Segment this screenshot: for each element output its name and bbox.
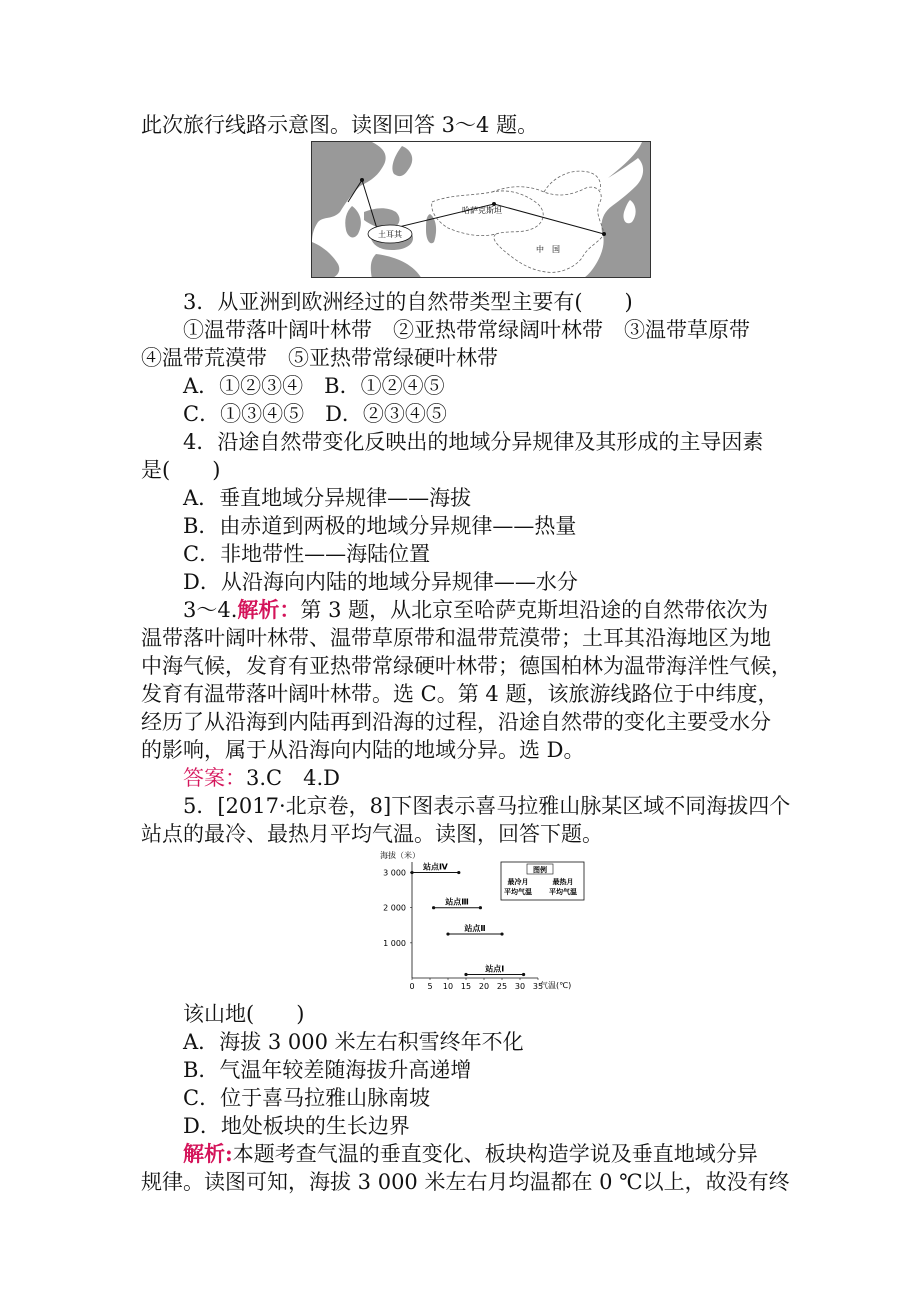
- x-tick-label: 15: [460, 982, 472, 991]
- q5-sub: 该山地( ): [183, 1002, 305, 1026]
- station-label: 站点Ⅰ: [485, 964, 505, 974]
- x-tick-label: 35: [532, 982, 544, 991]
- answer34: [183, 764, 340, 792]
- q5-option-a: A．海拔 3 000 米左右积雪终年不化: [183, 1030, 524, 1054]
- analysis34-line5: 经历了从沿海到内陆再到沿海的过程，沿途自然带的变化主要受水分: [141, 710, 771, 734]
- legend-hot-1: 最热月: [552, 878, 574, 886]
- x-tick-label: 10: [442, 982, 454, 991]
- q3-options-line1: ①温带落叶阔叶林带 ②亚热带常绿阔叶林带 ③温带草原带: [183, 318, 750, 342]
- hottest-point: [457, 871, 460, 874]
- analysis34-line6: 的影响，属于从沿海向内陆的地域分异。选 D。: [141, 738, 585, 762]
- q5-stem-2: 站点的最冷、最热月平均气温。读图，回答下题。: [141, 822, 603, 846]
- q4-option-a: A．垂直地域分异规律——海拔: [183, 486, 472, 510]
- x-tick-label: 0: [409, 982, 415, 991]
- station-label: 站点Ⅳ: [423, 862, 448, 872]
- q4-option-c: C．非地带性——海陆位置: [183, 542, 431, 566]
- q3-choices-ab: A．①②③④ B．①②④⑤: [183, 374, 445, 398]
- q4-stem-2: 是( ): [141, 458, 221, 482]
- analysis34-text1: 第 3 题，从北京至哈萨克斯坦沿途的自然带依次为: [300, 598, 769, 622]
- q5-option-b: B．气温年较差随海拔升高递增: [183, 1058, 472, 1082]
- answer34-value: 3.C 4.D: [246, 766, 340, 790]
- analysis34-line4: 发育有温带落叶阔叶林带。选 C。第 4 题，该旅游线路位于中纬度，: [141, 682, 779, 706]
- q3-options-line2: ④温带荒漠带 ⑤亚热带常绿硬叶林带: [141, 346, 498, 370]
- q4-option-d: D．从沿海向内陆的地域分异规律——水分: [183, 570, 578, 594]
- map-label-kazakhstan: 哈萨克斯坦: [462, 206, 502, 215]
- q3-stem: 3．从亚洲到欧洲经过的自然带类型主要有( ): [183, 290, 633, 314]
- x-tick-label: 20: [478, 982, 490, 991]
- y-tick-label: 3 000: [383, 868, 406, 878]
- q3-choices-cd: C．①③④⑤ D．②③④⑤: [183, 402, 447, 426]
- analysis5-text1: 本题考查气温的垂直变化、板块构造学说及垂直地域分异: [232, 1142, 758, 1166]
- map-label-turkey: 土耳其: [378, 230, 402, 239]
- coldest-point: [410, 871, 413, 874]
- x-tick-label: 5: [427, 982, 433, 991]
- coldest-point: [432, 906, 435, 909]
- y-tick-label: 1 000: [383, 938, 406, 948]
- analysis34-line1: [183, 596, 768, 624]
- q5-stem-1: 5．[2017·北京卷，8]下图表示喜马拉雅山脉某区域不同海拔四个: [183, 794, 791, 818]
- station-label: 站点Ⅲ: [445, 897, 469, 907]
- chart-xlabel: 气温(℃): [540, 981, 572, 990]
- hottest-point: [479, 906, 482, 909]
- legend-cold-2: 平均气温: [504, 888, 532, 896]
- travel-route-map: [311, 141, 651, 278]
- altitude-temperature-chart: [372, 848, 592, 998]
- q4-stem-1: 4．沿途自然带变化反映出的地域分异规律及其形成的主导因素: [183, 430, 764, 454]
- analysis34-line3: 中海气候，发育有亚热带常绿硬叶林带；德国柏林为温带海洋性气候，: [141, 654, 792, 678]
- analysis34-prefix: 3～4.: [183, 598, 238, 622]
- coldest-point: [464, 973, 467, 976]
- legend-cold-1: 最冷月: [507, 878, 529, 886]
- y-tick-label: 2 000: [383, 903, 406, 913]
- q5-option-c: C．位于喜马拉雅山脉南坡: [183, 1086, 431, 1110]
- x-tick-label: 30: [514, 982, 526, 991]
- legend-hot-2: 平均气温: [549, 888, 577, 896]
- analysis5-line2: 规律。读图可知，海拔 3 000 米左右月均温都在 0 ℃以上，故没有终: [141, 1170, 790, 1194]
- intro-text: 此次旅行线路示意图。读图回答 3～4 题。: [141, 113, 539, 137]
- analysis34-line2: 温带落叶阔叶林带、温带草原带和温带荒漠带；土耳其沿海地区为地: [141, 626, 771, 650]
- legend-title: 图例: [533, 866, 547, 874]
- station-label: 站点Ⅱ: [464, 924, 486, 934]
- analysis34-label: 解析：: [237, 597, 301, 622]
- chart-ylabel: 海拔（米）: [380, 851, 420, 860]
- coldest-point: [446, 932, 449, 935]
- analysis5-label: 解析:: [183, 1141, 233, 1166]
- q5-option-d: D．地处板块的生长边界: [183, 1114, 410, 1138]
- q4-option-b: B．由赤道到两极的地域分异规律——热量: [183, 514, 577, 538]
- x-tick-label: 25: [496, 982, 508, 991]
- answer34-label: 答案：: [183, 766, 246, 790]
- hottest-point: [522, 973, 525, 976]
- analysis5-line1: [183, 1140, 758, 1168]
- map-label-china: 中 国: [536, 245, 560, 254]
- hottest-point: [500, 932, 503, 935]
